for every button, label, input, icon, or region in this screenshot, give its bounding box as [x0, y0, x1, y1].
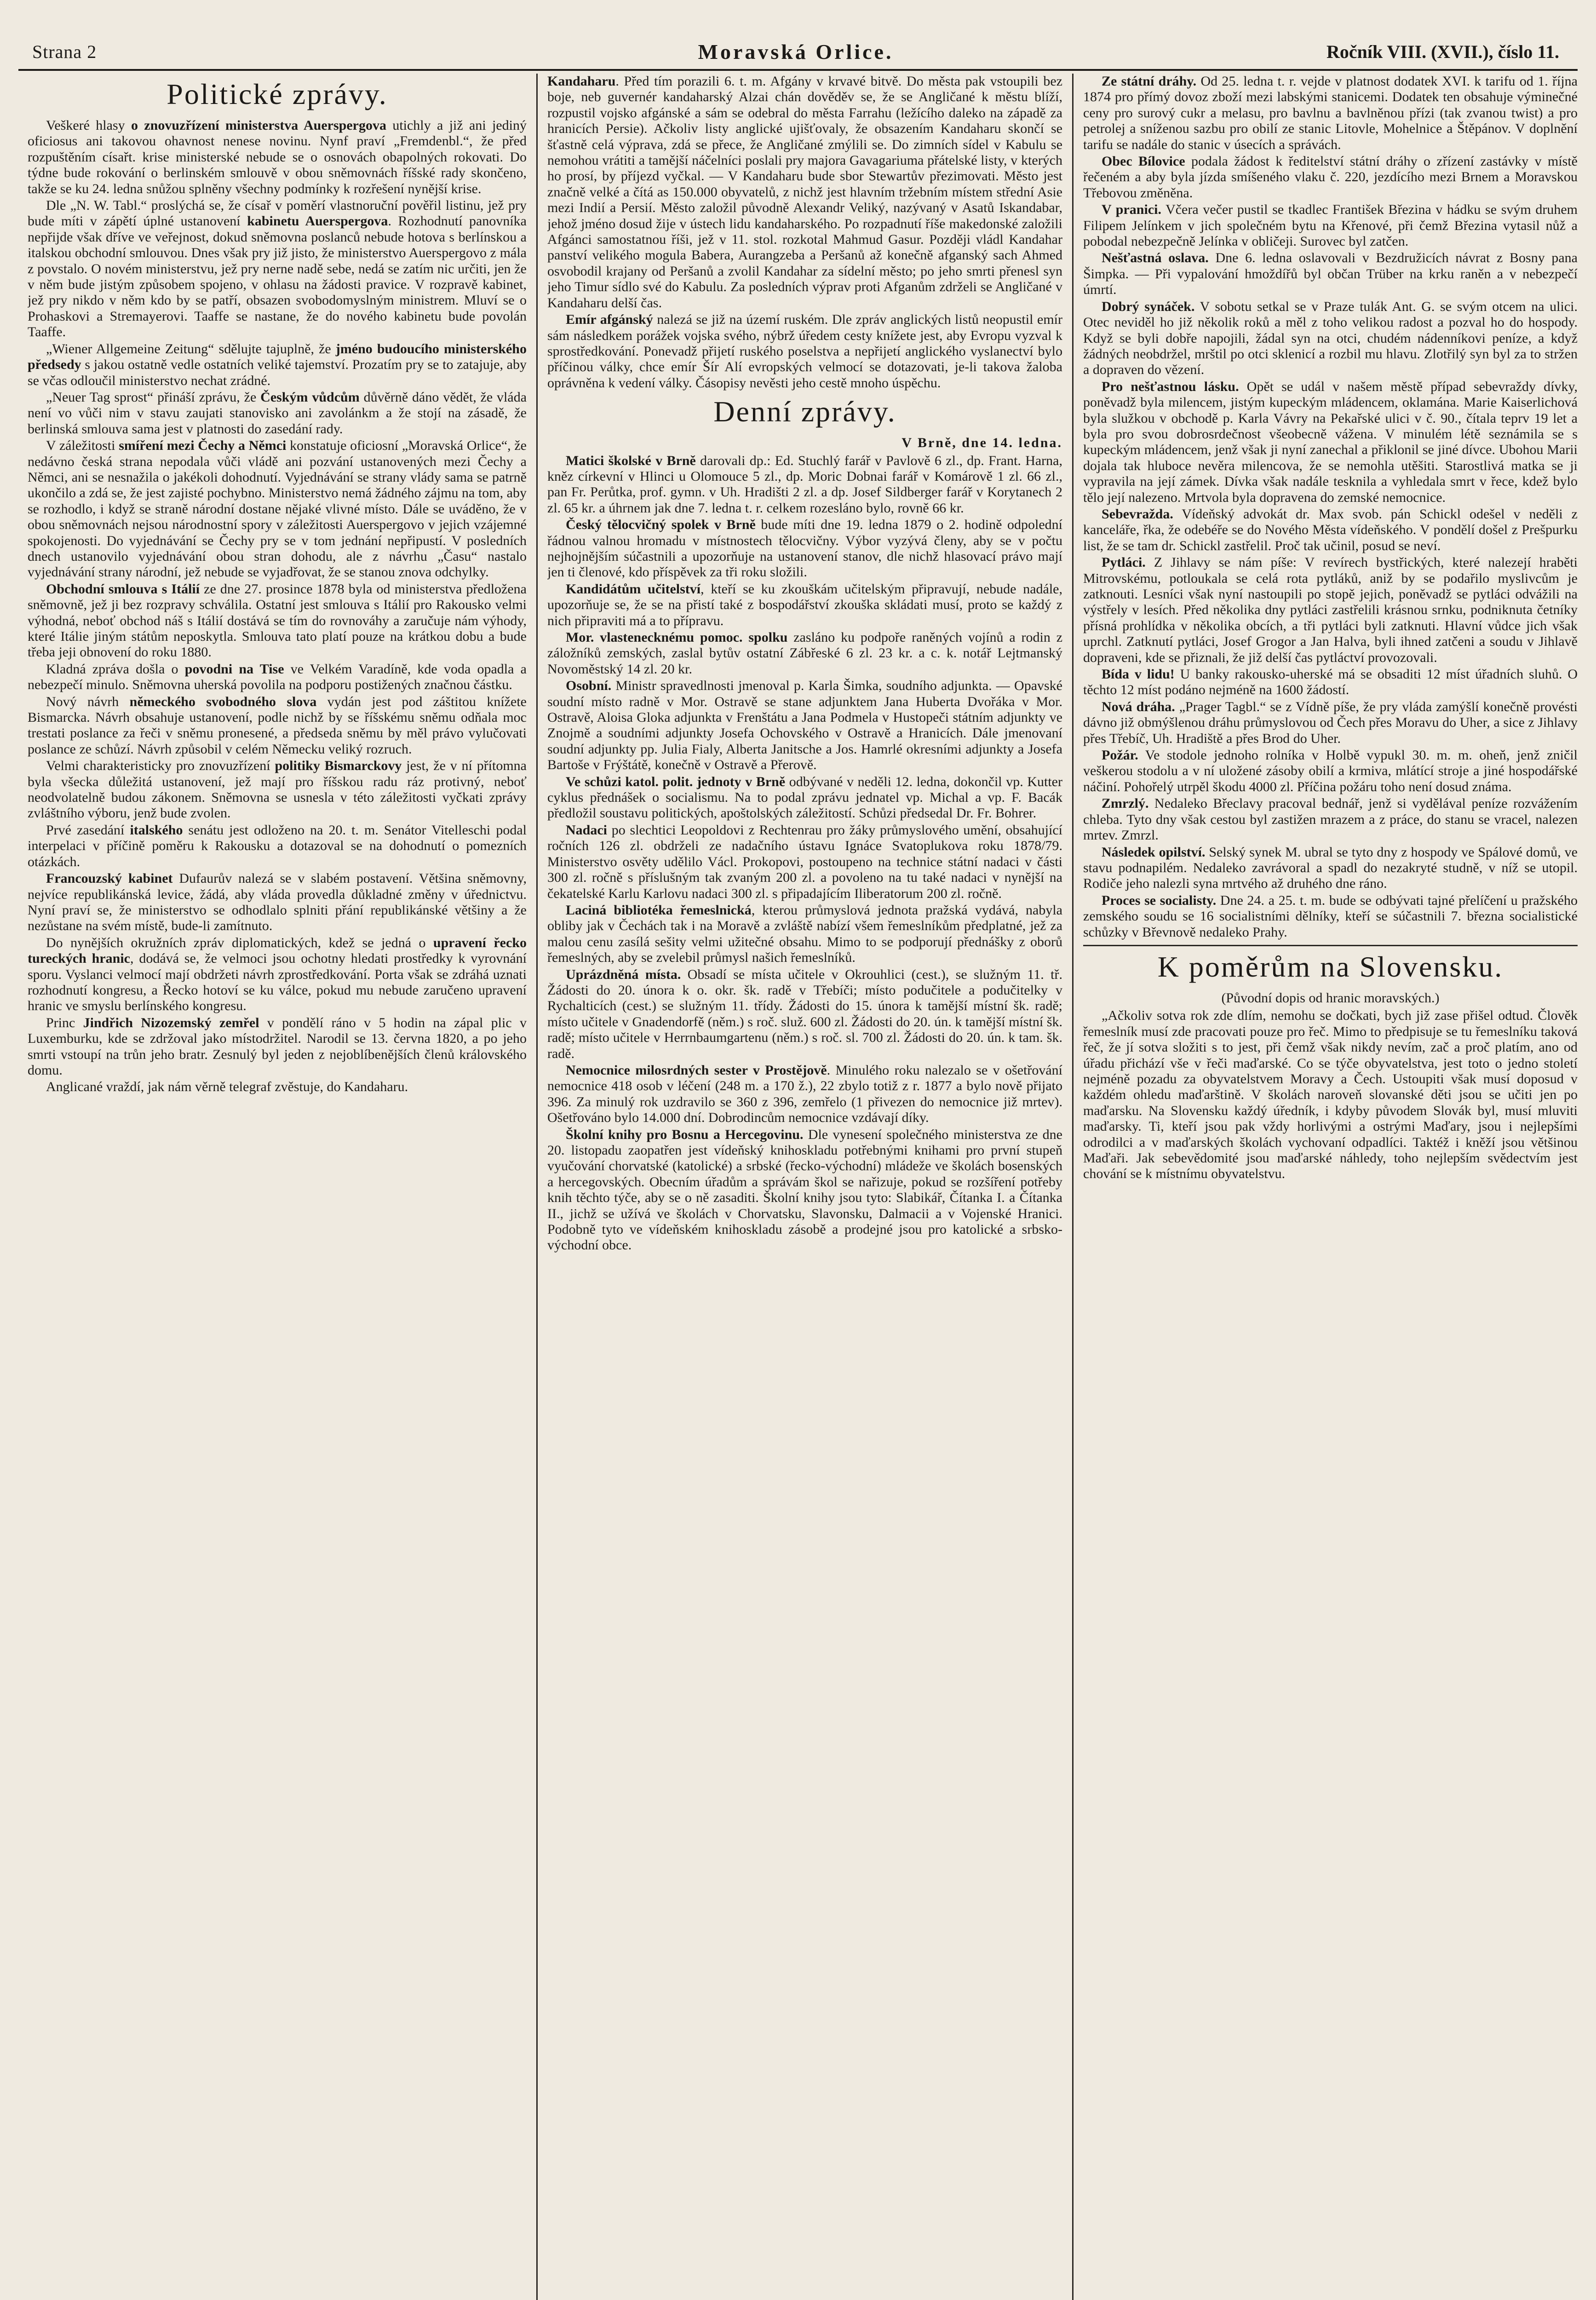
- article: Nešťastná oslava. Dne 6. ledna oslavovali v Bezdružicích návrat z Bosny pana Šimpka. — Při vypalování hmoždířů byl občan Trüber na krku raněn a v nebezpečí úmrtí.: [1083, 250, 1578, 298]
- article: V pranici. Včera večer pustil se tkadlec František Březina v hádku se svým druhem Filipem Jelínkem v jich společném bytu na Křenové, při čemž Březina vytasil nůž a pobodal nebezpečně Jelínka v obličeji. Surovec byl zatčen.: [1083, 202, 1578, 249]
- article: Anglicané vraždí, jak nám věrně telegraf zvěstuje, do Kandaharu.: [46, 1079, 408, 1095]
- article: Uprázdněná místa. Obsadí se místa učitele v Okrouhlici (cest.), se služným 11. tř. Žádosti do 20. února k o. okr. šk. radě v Třebíči; místo podučitele a podučitelky v Rychalticích (cest.) se služným 11. třídy. Žádosti do 15. února k tamější místní šk. radě; místo učitele v Gnadendorfě (něm.) s roč. služ. 600 zl. Žádosti do 20. ún. k tamější místní šk. radě; místo učitele v Herrnbaumgartenu (něm.) s roč. sl. 700 zl. Žádosti do 20. ún. k tam. šk. radě.: [547, 966, 1062, 1061]
- article: Osobní. Ministr spravedlnosti jmenoval p. Karla Šimka, soudního adjunkta. — Opavské soudní místo radně v Mor. Ostravě se stane adjunktem Jana Huberta Dvořáka v Mor. Ostravě, Aloisa Gloka adjunkta v Frenštátu a Jana Podmela v Hustopeči státním adjunkty ve Znojmě a soudními adjunkty Josefa Ochovského v Ostravě a Hranicích. Dále jmenovaní soudní adjunkty pp. Julia Fialy, Alberta Janitsche a Jos. Hamrlé okresními adjunkty a Josefa Bartoše v Frýštátě, konečně v Ostravě a Přerově.: [547, 678, 1062, 773]
- article: „Wiener Allgemeine Zeitung“ sdělujte tajuplně, že jméno budoucího ministerského předsedy s jakou ostatně vedle ostatních veliké tajemství. Prozatím pry se to zatajuje, aby se včas odloučil ministerstvo nechat zrádné.: [28, 341, 527, 388]
- dateline: V Brně, dne 14. ledna.: [901, 435, 1062, 451]
- section-rule: [1083, 945, 1578, 946]
- page-number: Strana 2: [32, 41, 97, 62]
- article: Veškeré hlasy o znovuzřízení ministerstva Auerspergova utichly a již ani jediný oficiosus ani takovou ohavnost nenese novinu. Nynf praví „Fremdenbl.“, že před rozpuštěním císařt. krise ministerské nebude se o osnovách obapolných rokovati. Do týdne bude rokování o berlinském smlouvě v obou sněmovnách říšské rady skončeno, takže se ku 24. ledna snůžou splněny všechny podmínky k rozřešení nynější krise.: [28, 118, 527, 196]
- article: V záležitosti smíření mezi Čechy a Němci konstatuje oficiosní „Moravská Orlice“, že nedávno česká strana nepodala vůči vládě ani pozvání ustanovených mezi Čechy a Němci, ani se nesnažila o jakékoli dohodnutí. Vyjednávání se strany vlády sama se patrně ukončilo a zdá se, že jest zajisté pochybno. Ministerstvo nemá žádného zájmu na tom, aby se rozhodlo, i když se straně národní dostane nějaké vlivné místo. Dále se uváděno, že v obou sněmovnách nejsou národnostní spory v záležitosti Auerspergovo v jejich vzájemné spokojenosti. Do vyjednávání se Čechy pry se v tom jednání nepřipustí. V posledních dnech ustanovilo vyjednávání obou stran dohodu, ale z návrhu „Času“ nastalo vyjednávání strany národní, jež nebude se vyjadřovat, že se stanou znova odchylky.: [28, 438, 527, 580]
- article: Laciná bibliotéka řemeslnická, kterou průmyslová jednota pražská vydává, nabyla obliby jak v Čechách tak i na Moravě a zvláště nabízí všem řemeslníkům předplatné, jež za malou cenu zasílá sešity velmi užitečné obsahu. Mimo to se podporují přednášky z oborů řemeslných, aby se zvelebil průmysl našich řemeslníků.: [547, 902, 1062, 966]
- article: Obchodní smlouva s Itálií ze dne 27. prosince 1878 byla od ministerstva předložena sněmovně, jež ji bez rozpravy schválila. Ostatní jest smlouva s Itálií pro Rakousko velmi výhodná, neboť obchod náš s Itálií dostává se tím do rovnováhy a zaručuje nám výhody, které Itálie jiným státům neposkytla. Smlouva tato platí pouze na krátkou dobu a bude třeba jeji obnovení do roku 1880.: [28, 581, 527, 660]
- article: Nový návrh německého svobodného slova vydán jest pod záštitou knížete Bismarcka. Návrh obsahuje ustanovení, podle nichž by se říšskému sněmu odňala moc trestati poslance za řeči v sněmu pronesené, a předseda sněmu by měl právo vylučovati poslance ze schůzí. Návrh způsobil v celém Německu veliký rozruch.: [28, 694, 527, 757]
- article: Nová dráha. „Prager Tagbl.“ se z Vídně píše, že pry vláda zamýšlí konečně provésti dávno již obmýšlenou dráhu průmyslovou od Čech přes Moravu do Uher, a sice z Jihlavy přes Třebíč, Uh. Hradiště a přes Brod do Uher.: [1083, 699, 1578, 746]
- article: Ve schůzi katol. polit. jednoty v Brně odbývané v neděli 12. ledna, dokončil vp. Kutter cyklus přednášek o socialismu. Na to podal zprávu jednatel vp. Michal a vp. F. Bacák předložil soustavu politických, apoštolských záležitostí. Schůzi předsedal Dr. Fr. Bohrer.: [547, 774, 1062, 821]
- article: „Ačkoliv sotva rok zde dlím, nemohu se dočkati, bych již zase přišel odtud. Člověk řemeslník musí zde pracovati pouze pro řeč. Mimo to předpisuje se tu řemeslníku taková řeč, že jí sotva složiti s to jest, při čemž však nikdy nevím, zač a proč platím, ano od úřadu přichází vše v řeči maďarské. Co se týče obyvatelstva, jest toto o jedno století nejméně pozadu za obyvatelstvem Moravy a Čech. Ustoupiti však musí doposud v každém ohledu maďarštině. V školách naroveň slovanské děti jsou se učiti jen po maďarsku. Na Slovensku každý úředník, i kdyby původem Slovák byl, musí mluviti maďarsky. Ti, kteří jsou pak vždy horlivými a ostrými Maďary, jsou i nejlepšími odrodilci a v maďarských školách vychovaní odpadlíci. Taktéž i kněží jsou většinou Maďaři. Jak sebevědomité jsou maďarské náhledy, toho nejlepším svědectvím jest chování se k místnímu obyvatelstvu.: [1083, 1008, 1578, 1182]
- article: Kladná zpráva došla o povodni na Tise ve Velkém Varadíně, kde voda opadla a nebezpečí minulo. Sněmovna uherská povolila na podporu postižených značnou částku.: [28, 661, 527, 693]
- section-heading-politics: Politické zprávy.: [166, 78, 388, 110]
- article: Pro nešťastnou lásku. Opět se udál v našem městě případ sebevraždy dívky, poněvadž byla milencem, jistým kupeckým mládencem, oklamána. Marie Kaiserlichová byla služkou v obchodě p. Karla Vávry na Pekařské ulici v č. 90., čítala teprv 19 let a byla pro svou dobrosrdečnost všeobecně vážena. V minulém létě seznámila se s kupeckým mládencem, jenž však ji nyní zanechal a přiklonil se jiné dívce. Ubohou Marii dojala tak hluboce nevěra milencova, že se nemohla utěšiti. Starostlivá matka se ji vypravila na její zámek. Dívka však nadále tesknila a vyhledala smrt v řece, kdež bylo tělo její nalezeno. Mrtvola byla dopravena do zemské nemocnice.: [1083, 379, 1578, 505]
- article: Emír afgánský nalezá se již na území ruském. Dle zpráv anglických listů neopustil emír sám následkem porážek vojska svého, nýbrž úředem cesty knížete jest, aby Evropu vyzval k sprostředkování. Ponevadž přijetí ruského poselstva a nepřijetí anglického vyslanectví bylo příčinou války, chce emír Šír Alí evropských velmocí se dotazovati, je-li takova žaloba oprávněna k vedení války. Čásopisy nevěsti jeho cestě mnoho úspěchu.: [547, 312, 1062, 391]
- column-rule: [536, 74, 538, 2300]
- article: Matici školské v Brně darovali dp.: Ed. Stuchlý farář v Pavlově 6 zl., dp. Frant. Harna, kněz církevní v Hlinci u Olomouce 5 zl., dp. Moric Dobnai farář v Komárově 1 zl. 66 zl., pan Fr. Perůtka, prof. gymn. v Uh. Hradišti 2 zl. a dp. Josef Sildberger farář v Korytanech 2 zl. 65 kr. a úhrnem jak dne 7. ledna t. r. celkem rozesláno bylo, rovně 66 kr.: [547, 453, 1062, 516]
- article: Francouzský kabinet Dufaurův nalezá se v slabém postavení. Většina sněmovny, nejvíce republikánská levice, žádá, aby vláda provedla důkladné změny v úřednictvu. Nyní praví se, že ministerstvo se odhodlalo splniti přání republikánské většiny a že nezůstane na svém místě, bude-li zamítnuto.: [28, 871, 527, 934]
- article: Nadaci po slechtici Leopoldovi z Rechtenrau pro žáky průmyslového umění, obsahující ročních 126 zl. obdrželi ze nadačního ústavu Ignáce Svatoplukova roku 1878/79. Ministerstvo osvěty udělilo Václ. Prokopovi, postoupeno na technice státní nadaci v části 300 zl. ročně s příslušným tak zvaným 200 zl. a povoleno na tu také nadaci v nynější na čekatelské Karlu Karlovu nadaci 300 zl. s připadajícím Iliberatorum 200 zl. ročně.: [547, 822, 1062, 901]
- header-rule: [18, 69, 1578, 71]
- article: Školní knihy pro Bosnu a Hercegovinu. Dle vynesení společného ministerstva ze dne 20. listopadu zaopatřen jest vídeňský knihoskladu potřebnými knihami pro první stupeň vyučování chorvatské (katolické) a srbské (řecko-východní) mládeže ve školách bosenských a hercegovských. Obecním úřadům a správám škol se nařizuje, pokud se rozšíření potřeby knih těchto týče, aby se o ně zasaditi. Školní knihy jsou tyto: Slabikář, Čítanka I. a Čítanka II., jichž se užívá ve školách v Chorvatsku, Slavonsku, Dalmacii a v Vojenské Hranici. Podobně tyto ve vídeňském knihoskladu zásobě a prodejné jsou pro katolické a srbsko-východní obce.: [547, 1127, 1062, 1253]
- article: Dobrý synáček. V sobotu setkal se v Praze tulák Ant. G. se svým otcem na ulici. Otec neviděl ho již několik roků a měl z toho velikou radost a pozval ho do hospody. Když se byli dobře napojili, žádal syn na otci, chudém nádenníkovi peníze, a když žádných neobdržel, mrštil po otci sklenicí a rozbil mu hlavu. Zlotřilý syn byl za to stržen a dopraven do vězení.: [1083, 299, 1578, 378]
- section-heading-slovakia: K poměrům na Slovensku.: [1157, 950, 1504, 983]
- article: Velmi charakteristicky pro znovuzřízení politiky Bismarckovy jest, že v ní přítomna byla všecka důležitá ustanovení, jež mají pro říšskou radu ráz protivný, neboť neodvolatelně budou zákonem. Sněmovna se usnesla v této záležitosti vyčkati zprávy zvláštního výboru, jenž bude zvolen.: [28, 758, 527, 821]
- article-source-note: (Původní dopis od hranic moravských.): [1221, 990, 1440, 1006]
- article: Do nynějších okružních zpráv diplomatických, kdež se jedná o upravení řecko tureckých hranic, dodává se, že velmoci jsou ochotny hledati prostředky k vyrovnání sporu. Vyslanci velmocí mají obdržeti návrh zprostředkování. Porta však se zdráhá uznati rozhodnutí kongresu, a Řecko hotoví se ku válce, pokud mu nebude zaručeno upravení hranic ve smyslu berlínského kongresu.: [28, 935, 527, 1014]
- article: Zmrzlý. Nedaleko Břeclavy pracoval bednář, jenž si vydělával peníze rozvážením chleba. Tyto dny však cestou byl zastižen mrazem a z práce, do stanu se vracel, nalezen mrtev. Zmrzl.: [1083, 796, 1578, 843]
- article: Kandaharu. Před tím porazili 6. t. m. Afgány v krvavé bitvě. Do města pak vstoupili bez boje, neb guvernér kandaharský Alzai chán dověděv se, že se Angličané k městu blíží, rozpustil vojsko afgánské a sám se odebral do města Farrahu (ležícího daleko na západě za hranicích Persie). Ačkoliv listy anglické ujišťovaly, že obsazením Kandaharu skončí se šťastně celá výprava, zdá se přece, že Angličané zmýlili se. Do zimních sídel v Kabulu se nemohou vrátiti a tamější náčelníci poslali pry majora Gavagariuma přátelské listy, v kterých ho prosí, by příjezd vyčkal. — V Kandaharu bude sbor Stewartův přezimovati. Město jest značně velké a čítá as 150.000 obyvatelů, z nichž jest hlavním tržebním místem střední Asie mezi Indií a Persií. Město založil původně Alexandr Veliký, nazývaný v Asatů Iskandabar, jehož jméno dosud žije v ústech lidu kandaharského. Po rozpadnutí říše makedonské založili Afgánci samostatnou říši, jež v 11. stol. rozkotal Mahmud Gasur. Později vládl Kandahar panství velikého mogula Babera, Aurangzeba a Peršanů až konečně afganský sach Ahmed osvobodil krajany od Peršanů a zvolil Kandahar za sídelní město; po jeho smrti přenesl syn jeho Timur sídlo své do Kabulu. Za posledních výprav proti Afganům zdrželi se Angličané v Kandaharu delší čas.: [547, 74, 1062, 310]
- page-header: [18, 36, 1573, 68]
- article: Proces se socialisty. Dne 24. a 25. t. m. bude se odbývati tajné přelíčení u pražského zemského soudu se 16 socialistními dělníky, kteří se súčastnili 7. března socialistické schůzky v Břevnově nedaleko Prahy.: [1083, 892, 1578, 940]
- column-3: [1083, 74, 1578, 2300]
- column-rule: [1072, 74, 1074, 2300]
- article: Český tělocvičný spolek v Brně bude míti dne 19. ledna 1879 o 2. hodině odpolední řádnou valnou hromadu v místnostech tělocvičny. Výbor vyzývá členy, aby se v počtu nejhojnějším súčastnili a upozorňuje na ustanovení stanov, dle nichž hlasovací právo mají jen ti členové, kdo příspěvek za tři roku složili.: [547, 517, 1062, 580]
- article: Pytláci. Z Jihlavy se nám píše: V revírech bystřických, které nalezejí hraběti Mitrovskému, potloukala se celá rota pytláků, aniž by se podařilo myslivcům je zatknouti. Lesníci však nyní nastoupili po stopě jejich, poněvadž se pytláci odvážili na výstřely v lesích. Před několika dny pytláci zastřelili krásnou srnku, podniknuta četníky přísná prohlídka v několika obcích, a tři pytláci byli zatknuti. Hlavní vůdce jich však uprchl. Zatknutí pytláci, Josef Grogor a Jan Halva, byli ihned zatčeni a soudu v Jihlavě dopraveni, kde se přiznali, že již delší čas pytláctví provozovali.: [1083, 555, 1578, 665]
- article: Následek opilství. Selský synek M. ubral se tyto dny z hospody ve Spálové domů, ve stavu podnapilém. Nedaleko zavrávoral a spadl do nezakryté studně, v níž se utopil. Rodiče jeho nalezli syna mrtvého až druhého dne ráno.: [1083, 844, 1578, 891]
- article: Ze státní dráhy. Od 25. ledna t. r. vejde v platnost dodatek XVI. k tarifu od 1. října 1874 pro přímý dovoz zboží mezi labskými stanicemi. Dodatek ten obsahuje výminečné ceny pro surový cukr a melasu, pro bavlnu a bavlněnou přízi (tak zvanou twist) a pro petrolej a sníženou sazbu pro obilí ze stanic Litovle, Mohelnice a Štěpánov. V doplnění tarifu se nadále do stanic v úsecích a správách.: [1083, 74, 1578, 152]
- column-1: [28, 74, 527, 2300]
- article: Sebevražda. Vídeňský advokát dr. Max svob. pán Schickl odešel v neděli z kanceláře, řka, že odebéře se do Nového Města vídeňského. V pondělí došel z Prešpurku list, že se tam dr. Schickl zastřelil. Proč tak učinil, posud se neví.: [1083, 506, 1578, 553]
- newspaper-title: Moravská Orlice.: [698, 40, 894, 63]
- article: „Neuer Tag sprost“ přináší zprávu, že Českým vůdcům důvěrně dáno vědět, že vláda není vo vůči nim v stavu zaujati stanovisko ani zavolánkm a že stojí na zásadě, že berlinská smlouva sama jest v platnosti do zasedání rady.: [28, 389, 527, 437]
- article: Prvé zasedání italského senátu jest odloženo na 20. t. m. Senátor Vitelleschi podal interpelaci v příčině poměru k Rakousku a dotazoval se na dohodnutí o pomezních otázkách.: [28, 822, 527, 869]
- issue-info: Ročník VIII. (XVII.), číslo 11.: [1326, 41, 1559, 62]
- article: Kandidátům učitelství, kteří se ku zkouškám učitelským připravují, nebude nadále, upozorňuje se, že se na přistí také z bospodářství zkouška skládati musí, proto se každý z nich připraviti má a to přípravu.: [547, 581, 1062, 628]
- article: Nemocnice milosrdných sester v Prostějově. Minulého roku nalezalo se v ošetřování nemocnice 418 osob v léčení (248 m. a 170 ž.), 22 zbylo totiž z r. 1877 a bylo nově přijato 396. Za minulý rok uzdravilo se 360 z 396, zemřelo (1 přivezen do nemocnice již mrtev). Ošetřováno bylo 14.000 dní. Dobrodincům nemocnice vzdávají díky.: [547, 1062, 1062, 1126]
- article: Dle „N. W. Tabl.“ proslýchá se, že císař v poměrí vlastnoruční pověřil listinu, jež pry bude míti v zápětí úplné ustanovení kabinetu Auerspergova. Rozhodnutí panovníka nepřijde však dříve ve veřejnost, dokud sněmovna poslanců nebude hotova s berlínskou a italskou obchodní smlouvou. Dnes však pry již jisto, že ministerstvo Auerspergovo z mála z povstalo. O novém ministerstvu, jež pry nerne nadě sebe, nedá se zatím nic určiti, jen že v něm bude jistým způsobem spojeno, v ohlasu na žádosti pravice. V rozpravě kabinet, jež pry nikdo v něm kdo by se patří, obsazen svobodomyslným ministrem. Mluví se o Prohaskovi a Stremayerovi. Taaffe se nastane, že do nového kabinetu bude povolán Taaffe.: [28, 198, 527, 340]
- article: Princ Jindřich Nizozemský zemřel v pondělí ráno v 5 hodin na zápal plic v Luxemburku, kde se zdržoval jako místodržitel. Narodil se 13. června 1820, a po jeho smrti vstoupí na trůn jeho bratr. Zesnulý byl jeden z nejoblíbenějších členů královského domu.: [28, 1015, 527, 1078]
- column-2: [547, 74, 1062, 2300]
- article: Mor. vlastenecknému pomoc. spolku zasláno ku podpoře raněných vojínů a rodin z záložníků zemských, zaslal bytův ostatní Zábřeské 6 zl. 23 kr. a c. k. notář Lejtmanský Novoměstský 14 zl. 20 kr.: [547, 630, 1062, 677]
- article: Požár. Ve stodole jednoho rolníka v Holbě vypukl 30. m. m. oheň, jenž zničil veškerou stodolu a v ní uložené zásoby obilí a krmiva, mlátící stroje a jiné hospodářské náčiní. Pohořelý utrpěl škodu 4000 zl. Příčina požáru toho není dosud známa.: [1083, 748, 1578, 794]
- section-heading-daily-news: Denní zprávy.: [713, 395, 896, 428]
- article: Obec Bílovice podala žádost k ředitelství státní dráhy o zřízení zastávky v místě řečeném a aby byla jízda smíšeného vlaku č. 220, jezdícího mezi Brnem a Moravskou Třebovou změněna.: [1083, 154, 1578, 201]
- article: Bída v lidu! U banky rakousko-uherské má se obsaditi 12 míst úřadních sluhů. O těchto 12 míst podáno nejméně na 1600 žádostí.: [1083, 667, 1578, 698]
